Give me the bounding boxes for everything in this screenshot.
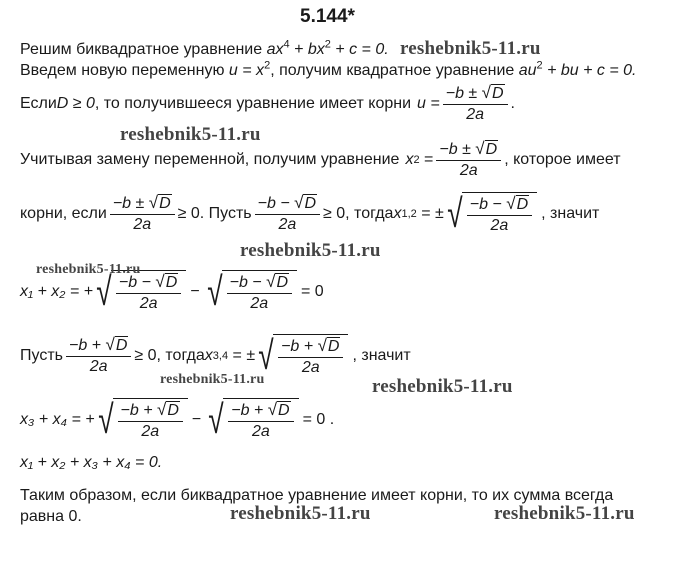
watermark: reshebnik5-11.ru (400, 38, 541, 59)
text: ≥ 0 (323, 204, 346, 222)
line-3: Если D ≥ 0 , то получившееся уравнение имеет корни u = $\frac{-b \pm √D}{2a}$ . (20, 83, 515, 123)
line-6: x₁ + x₂ = + √ $\frac{-b - √D}{2a}$ − √ $\frac{-b - √D}{2a}$ = 0 (20, 269, 324, 314)
math: + bx (289, 41, 325, 58)
text: Пусть (20, 346, 63, 364)
math: au (518, 62, 537, 79)
watermark: reshebnik5-11.ru (120, 124, 261, 145)
text: , то получившееся уравнение имеет корни (94, 95, 412, 112)
text: , значит (352, 346, 411, 364)
fraction-root: $\frac{-b + √D}{2a}$ (66, 336, 131, 376)
math: x₁ + x₂ = + (20, 282, 93, 300)
math: x₃ + x₄ = + (20, 410, 95, 428)
line-10: Таким образом, если биквадратное уравнение имеет корни, то их сумма всегда (20, 487, 614, 504)
text: Учитывая замену переменной, получим уравнение (20, 151, 400, 168)
line-2: Введем новую переменную $u = x^2$, получим квадратное уравнение $au^2$ + bu + c = 0. (20, 59, 637, 79)
math: u = x (228, 62, 265, 79)
text: корни, если (20, 204, 107, 222)
text: = ± (232, 346, 256, 364)
line-4: Учитывая замену переменной, получим уравнение x 2 = $\frac{-b \pm √D}{2a}$ , которое имеет (20, 139, 621, 179)
watermark: reshebnik5-11.ru (160, 372, 265, 387)
line-9 (20, 453, 162, 473)
watermark: reshebnik5-11.ru (230, 503, 371, 524)
fraction-root: $\frac{-b - √D}{2a}$ (255, 194, 320, 234)
text: , тогда (156, 346, 205, 364)
line-5: корни, если $\frac{-b \pm √D}{2a}$ ≥ 0. Пусть $\frac{-b - √D}{2a}$ ≥ 0 , тогда x 1,2 = ± √ $\frac{-b - √D}{2a}$ , значит (20, 191, 600, 236)
math: ax (266, 41, 284, 58)
math: x (204, 346, 213, 364)
text: Решим биквадратное уравнение (20, 41, 267, 58)
math: x (405, 151, 414, 168)
fraction-root: $\frac{-b \pm √D}{2a}$ (436, 140, 501, 180)
text: ≥ 0. Пусть (177, 204, 252, 222)
math: + c = 0. (330, 41, 389, 58)
fraction-root: $\frac{-b \pm √D}{2a}$ (110, 194, 175, 234)
line-11: равна 0. (20, 508, 82, 525)
text: = ± (421, 204, 444, 222)
problem-title: 5.144* (300, 6, 355, 27)
watermark: reshebnik5-11.ru (372, 376, 513, 397)
text: Если (20, 95, 57, 112)
math: u = (417, 95, 440, 112)
line-8: x₃ + x₄ = + √ $\frac{-b + √D}{2a}$ − √ $\frac{-b + √D}{2a}$ = 0 . (20, 397, 335, 442)
math: D ≥ 0 (56, 95, 95, 112)
line-1: Решим биквадратное уравнение $ax^4 + bx^2 + c = 0$. (20, 38, 389, 58)
watermark: reshebnik5-11.ru (494, 503, 635, 524)
line-7: Пусть $\frac{-b + √D}{2a}$ ≥ 0 , тогда x 3,4 = ± √ $\frac{-b + √D}{2a}$ , значит (20, 333, 411, 378)
watermark: reshebnik5-11.ru (36, 262, 141, 277)
text: ≥ 0 (134, 346, 157, 364)
text: , получим квадратное уравнение (270, 62, 519, 79)
math: x (393, 204, 402, 222)
watermark: reshebnik5-11.ru (240, 240, 381, 261)
math: x₁ + x₂ + x₃ + x₄ = 0. (20, 454, 163, 471)
math: + bu + c = 0. (542, 62, 637, 79)
text: Введем новую переменную (20, 62, 229, 79)
text: , тогда (345, 204, 394, 222)
text: , значит (541, 204, 600, 222)
fraction-root: $\frac{-b \pm √D}{2a}$ (443, 84, 508, 124)
text: , которое имеет (504, 151, 621, 168)
fraction-root: $\frac{-b - √D}{2a}$ (467, 195, 532, 235)
